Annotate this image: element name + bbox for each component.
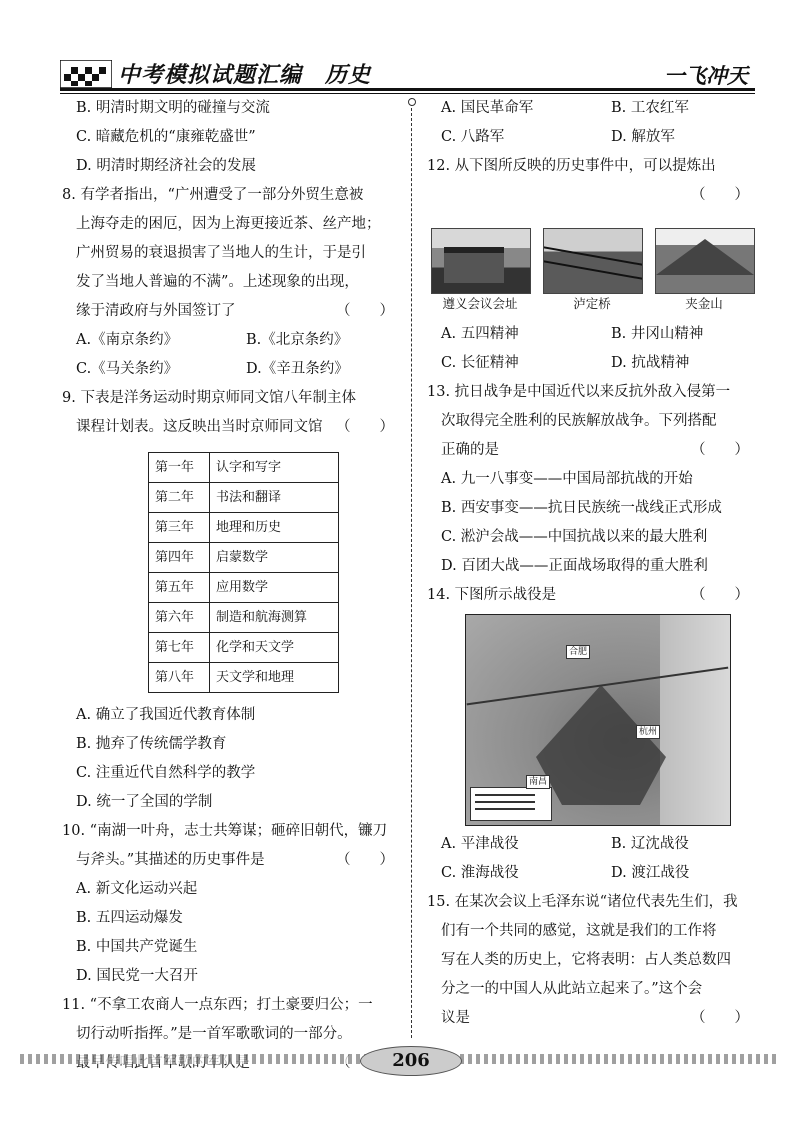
- q9-answer-paren: （ ）: [336, 419, 394, 435]
- question-12: [427, 152, 757, 378]
- map-label-hangzhou: 杭州: [636, 725, 660, 739]
- table-cell-year: 第五年: [149, 573, 210, 603]
- table-cell-course: 书法和翻译: [210, 483, 339, 513]
- q8-option-b: B.《北京条约》: [246, 332, 349, 348]
- zunyi-building-image: [431, 228, 531, 294]
- question-8: [62, 181, 402, 384]
- q10-option-a: A. 新文化运动兴起: [76, 881, 198, 897]
- table-row: [149, 573, 339, 603]
- table-cell-year: 第三年: [149, 513, 210, 543]
- q10-line: 与斧头。”其描述的历史事件是: [76, 852, 265, 868]
- table-row: [149, 603, 339, 633]
- q10-answer-paren: （ ）: [336, 852, 394, 868]
- question-10: [62, 817, 402, 991]
- q15-answer-paren: （ ）: [691, 1010, 749, 1026]
- question-13: [427, 378, 757, 581]
- q13-line: 次取得完全胜利的民族解放战争。下列搭配: [441, 413, 717, 429]
- q11-option-c: C. 八路军: [441, 129, 505, 145]
- q7-option-b: B. 明清时期文明的碰撞与交流: [76, 100, 270, 116]
- table-row: [149, 663, 339, 693]
- table-cell-course: 化学和天文学: [210, 633, 339, 663]
- q12-answer-paren: （ ）: [691, 187, 749, 203]
- page-number: 206: [360, 1046, 462, 1076]
- q11-line: 11. “不拿工农商人一点东西；打土豪要归公；一: [62, 997, 373, 1013]
- luding-bridge-image: [543, 228, 643, 294]
- q8-line: 广州贸易的衰退损害了当地人的生计，于是引: [76, 245, 366, 261]
- q13-option-d: D. 百团大战——正面战场取得的重大胜利: [441, 558, 708, 574]
- table-cell-year: 第六年: [149, 603, 210, 633]
- q11-option-d: D. 解放军: [611, 129, 675, 145]
- q13-option-c: C. 淞沪会战——中国抗战以来的最大胜利: [441, 529, 708, 545]
- table-row: [149, 543, 339, 573]
- map-attack-arrows: [536, 685, 666, 805]
- table-row: [149, 633, 339, 663]
- q8-option-a: A.《南京条约》: [76, 332, 179, 348]
- q15-line: 分之一的中国人从此站立起来了。”这个会: [441, 981, 703, 997]
- q14-option-d: D. 渡江战役: [611, 865, 690, 881]
- q12-option-c: C. 长征精神: [441, 355, 519, 371]
- q12-photos: [431, 228, 753, 314]
- q7-option-c: C. 暗藏危机的“康雍乾盛世”: [76, 129, 256, 145]
- q7-option-d: D. 明清时期经济社会的发展: [76, 158, 256, 174]
- column-divider: [411, 98, 412, 1038]
- map-label-hefei: 合肥: [566, 645, 590, 659]
- q11-option-b: B. 工农红军: [611, 100, 689, 116]
- question-14: [427, 581, 757, 888]
- table-cell-year: 第二年: [149, 483, 210, 513]
- q13-answer-paren: （ ）: [691, 442, 749, 458]
- q15-line: 议是: [441, 1010, 470, 1026]
- table-cell-year: 第四年: [149, 543, 210, 573]
- table-cell-course: 应用数学: [210, 573, 339, 603]
- map-label-nanchang: 南昌: [526, 775, 550, 789]
- q11-option-a: A. 国民革命军: [441, 100, 534, 116]
- table-cell-year: 第八年: [149, 663, 210, 693]
- q15-line: 写在人类的历史上，它将表明：占人类总数四: [441, 952, 731, 968]
- photo-caption: 夹金山: [685, 296, 723, 311]
- q8-option-d: D.《辛丑条约》: [246, 361, 349, 377]
- page-footer: [0, 1040, 800, 1138]
- q8-answer-paren: （ ）: [336, 303, 394, 319]
- q13-line: 正确的是: [441, 442, 499, 458]
- q8-line: 发了当地人普遍的不满”。上述现象的出现，: [76, 274, 359, 290]
- table-row: [149, 483, 339, 513]
- q9-option-d: D. 统一了全国的学制: [76, 794, 213, 810]
- photo-caption: 泸定桥: [573, 296, 611, 311]
- curriculum-table: [148, 452, 339, 693]
- q9-option-a: A. 确立了我国近代教育体制: [76, 707, 256, 723]
- q14-option-c: C. 淮海战役: [441, 865, 519, 881]
- table-cell-course: 启蒙数学: [210, 543, 339, 573]
- q12-line: 12. 从下图所反映的历史事件中，可以提炼出: [427, 158, 716, 174]
- q8-line: 上海夺走的困厄，因为上海更接近茶、丝产地；: [76, 216, 381, 232]
- q12-option-b: B. 井冈山精神: [611, 326, 704, 342]
- q14-option-a: A. 平津战役: [441, 836, 519, 852]
- table-row: [149, 513, 339, 543]
- q14-answer-paren: （ ）: [691, 587, 749, 603]
- q8-line: 缘于清政府与外国签订了: [76, 303, 236, 319]
- q9-option-c: C. 注重近代自然科学的教学: [76, 765, 256, 781]
- map-sea: [660, 615, 730, 825]
- jiajin-mountain-image: [655, 228, 755, 294]
- table-cell-year: 第一年: [149, 453, 210, 483]
- table-row: [149, 453, 339, 483]
- header-title: 中考模拟试题汇编 历史: [118, 62, 372, 88]
- right-column: [427, 94, 757, 1033]
- checker-pattern-icon: [60, 60, 112, 88]
- map-legend: [470, 787, 552, 821]
- q10-option-d: D. 国民党一大召开: [76, 968, 198, 984]
- left-column: [62, 94, 402, 1078]
- photo-caption: 遵义会议会址: [442, 296, 518, 311]
- q14-line: 14. 下图所示战役是: [427, 587, 557, 603]
- question-15: [427, 888, 757, 1033]
- campaign-map: [465, 614, 731, 826]
- q10-option-c: B. 中国共产党诞生: [76, 939, 198, 955]
- q10-line: 10. “南湖一叶舟，志士共筹谋；砸碎旧朝代，镰刀: [62, 823, 388, 839]
- q9-line: 课程计划表。这反映出当时京师同文馆: [76, 419, 323, 435]
- photo-luding: [543, 228, 641, 314]
- q15-line: 15. 在某次会议上毛泽东说“诸位代表先生们，我: [427, 894, 738, 910]
- page-header: [0, 0, 800, 100]
- q14-option-b: B. 辽沈战役: [611, 836, 689, 852]
- q13-option-a: A. 九一八事变——中国局部抗战的开始: [441, 471, 693, 487]
- q12-option-a: A. 五四精神: [441, 326, 519, 342]
- header-brand: 一飞冲天: [664, 63, 748, 88]
- question-9: [62, 384, 402, 817]
- table-cell-course: 制造和航海测算: [210, 603, 339, 633]
- q12-option-d: D. 抗战精神: [611, 355, 690, 371]
- q8-option-c: C.《马关条约》: [76, 361, 179, 377]
- table-cell-year: 第七年: [149, 633, 210, 663]
- q9-line: 9. 下表是洋务运动时期京师同文馆八年制主体: [62, 390, 356, 406]
- photo-jiajin: [655, 228, 753, 314]
- q10-option-b: B. 五四运动爆发: [76, 910, 183, 926]
- photo-zunyi: [431, 228, 529, 314]
- q8-line: 8. 有学者指出，“广州遭受了一部分外贸生意被: [62, 187, 364, 203]
- q13-line: 13. 抗日战争是中国近代以来反抗外敌入侵第一: [427, 384, 731, 400]
- header-rule: [60, 88, 755, 91]
- table-cell-course: 认字和写字: [210, 453, 339, 483]
- q9-option-b: B. 抛弃了传统儒学教育: [76, 736, 227, 752]
- q13-option-b: B. 西安事变——抗日民族统一战线正式形成: [441, 500, 722, 516]
- q15-line: 们有一个共同的感觉，这就是我们的工作将: [441, 923, 717, 939]
- table-cell-course: 天文学和地理: [210, 663, 339, 693]
- q11-line: 切行动听指挥。”是一首军歌歌词的一部分。: [76, 1026, 352, 1042]
- table-cell-course: 地理和历史: [210, 513, 339, 543]
